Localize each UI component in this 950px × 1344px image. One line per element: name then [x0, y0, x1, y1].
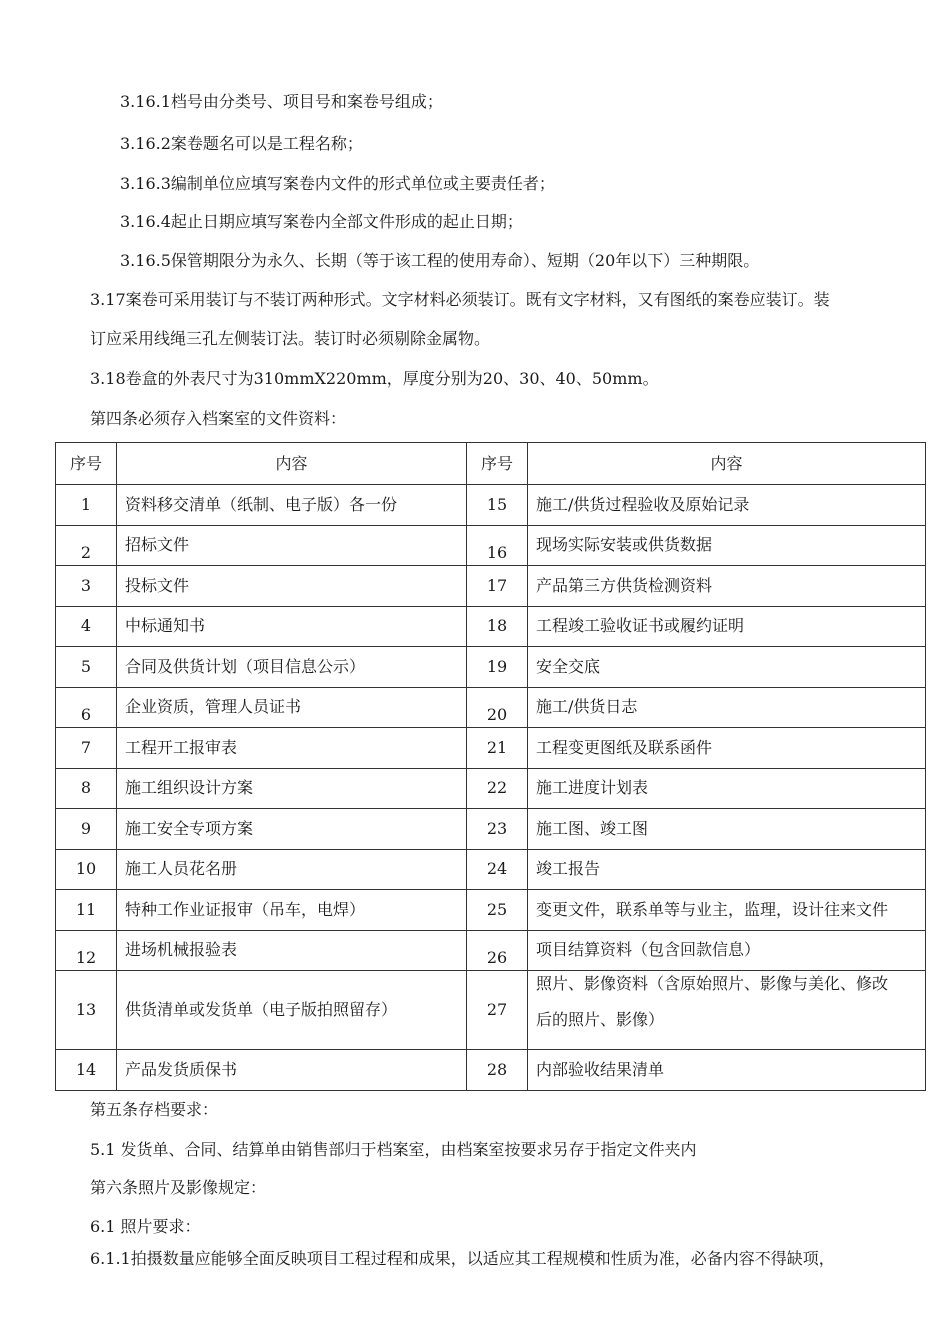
row-number: 3 [56, 566, 117, 607]
row-content-multiline [528, 971, 926, 1050]
row-content: 供货清单或发货单（电子版拍照留存） [117, 971, 467, 1050]
row-content: 施工安全专项方案 [117, 809, 467, 850]
row-number: 13 [56, 971, 117, 1050]
row-number: 15 [467, 485, 528, 526]
clause-3-18: 3.18卷盒的外表尺寸为310mmX220mm，厚度分别为20、30、40、50mm。 [90, 369, 659, 388]
row-number: 28 [467, 1050, 528, 1091]
row-number: 7 [56, 728, 117, 769]
row-content: 进场机械报验表 [117, 930, 467, 971]
table-row [56, 930, 926, 971]
row-content: 现场实际安装或供货数据 [528, 525, 926, 566]
row-number: 6 [56, 687, 117, 728]
row-number: 18 [467, 606, 528, 647]
header-content-right: 内容 [528, 443, 926, 485]
table-row [56, 485, 926, 526]
row-content: 工程竣工验收证书或履约证明 [528, 606, 926, 647]
row-content: 项目结算资料（包含回款信息） [528, 930, 926, 971]
header-seq-left: 序号 [56, 443, 117, 485]
table-row [56, 971, 926, 1050]
table-row [56, 525, 926, 566]
spacer [536, 993, 919, 1011]
row-number: 21 [467, 728, 528, 769]
row-content-part2: 后的照片、影像） [536, 1010, 665, 1029]
row-content: 工程开工报审表 [117, 728, 467, 769]
row-content: 特种工作业证报审（吊车，电焊） [117, 890, 467, 931]
row-content: 企业资质，管理人员证书 [117, 687, 467, 728]
clause-5-1: 5.1 发货单、合同、结算单由销售部归于档案室，由档案室按要求另存于指定文件夹内 [90, 1140, 697, 1159]
table-row [56, 687, 926, 728]
row-number: 19 [467, 647, 528, 688]
row-number: 1 [56, 485, 117, 526]
row-number: 22 [467, 768, 528, 809]
table-header-row [56, 443, 926, 485]
clause-6-1-1: 6.1.1拍摄数量应能够全面反映项目工程过程和成果，以适应其工程规模和性质为准，必备内容不得缺项， [90, 1249, 835, 1268]
clause-3-16-1: 3.16.1档号由分类号、项目号和案卷号组成； [120, 92, 443, 111]
row-content: 施工/供货过程验收及原始记录 [528, 485, 926, 526]
clause-3-16-2: 3.16.2案卷题名可以是工程名称； [120, 134, 363, 153]
row-content-part1: 照片、影像资料（含原始照片、影像与美化、修改 [536, 974, 889, 993]
row-number: 8 [56, 768, 117, 809]
clause-3-16-5: 3.16.5保管期限分为永久、长期（等于该工程的使用寿命）、短期（20年以下）三种期限。 [120, 251, 760, 270]
row-number: 14 [56, 1050, 117, 1091]
row-content: 施工图、竣工图 [528, 809, 926, 850]
row-number: 16 [467, 525, 528, 566]
row-content: 产品发货质保书 [117, 1050, 467, 1091]
row-number: 5 [56, 647, 117, 688]
row-content: 施工进度计划表 [528, 768, 926, 809]
row-number: 12 [56, 930, 117, 971]
row-number: 11 [56, 890, 117, 931]
row-content: 投标文件 [117, 566, 467, 607]
row-content: 施工人员花名册 [117, 849, 467, 890]
row-content: 工程变更图纸及联系函件 [528, 728, 926, 769]
row-content: 产品第三方供货检测资料 [528, 566, 926, 607]
header-content-left: 内容 [117, 443, 467, 485]
clause-3-16-4: 3.16.4起止日期应填写案卷内全部文件形成的起止日期； [120, 212, 523, 231]
row-content: 安全交底 [528, 647, 926, 688]
table-row [56, 890, 926, 931]
row-number: 20 [467, 687, 528, 728]
row-content: 资料移交清单（纸制、电子版）各一份 [117, 485, 467, 526]
article-6-heading: 第六条照片及影像规定： [90, 1178, 267, 1197]
clause-3-17-line2: 订应采用线绳三孔左侧装订法。装订时必须剔除金属物。 [90, 329, 491, 348]
row-number: 24 [467, 849, 528, 890]
row-number: 10 [56, 849, 117, 890]
clause-3-17-line1: 3.17案卷可采用装订与不装订两种形式。文字材料必须装订。既有文字材料，又有图纸的案卷应装订。装 [90, 290, 830, 309]
table-row [56, 849, 926, 890]
row-number: 17 [467, 566, 528, 607]
archive-documents-table [55, 442, 926, 1091]
row-number: 2 [56, 525, 117, 566]
row-content: 招标文件 [117, 525, 467, 566]
row-number: 23 [467, 809, 528, 850]
row-content: 竣工报告 [528, 849, 926, 890]
table-row [56, 768, 926, 809]
row-number: 9 [56, 809, 117, 850]
article-4-heading: 第四条必须存入档案室的文件资料： [90, 409, 347, 428]
table-row [56, 1050, 926, 1091]
row-content: 中标通知书 [117, 606, 467, 647]
table-row [56, 606, 926, 647]
article-5-heading: 第五条存档要求： [90, 1100, 219, 1119]
row-content: 内部验收结果清单 [528, 1050, 926, 1091]
clause-6-1: 6.1 照片要求： [90, 1217, 201, 1236]
row-content: 变更文件，联系单等与业主，监理，设计往来文件 [528, 890, 926, 931]
row-number: 4 [56, 606, 117, 647]
row-content: 合同及供货计划（项目信息公示） [117, 647, 467, 688]
table-row [56, 728, 926, 769]
row-number: 26 [467, 930, 528, 971]
table-row [56, 809, 926, 850]
row-number: 25 [467, 890, 528, 931]
table-row [56, 566, 926, 607]
table-row [56, 647, 926, 688]
row-content: 施工组织设计方案 [117, 768, 467, 809]
clause-3-16-3: 3.16.3编制单位应填写案卷内文件的形式单位或主要责任者； [120, 174, 555, 193]
header-seq-right: 序号 [467, 443, 528, 485]
row-number: 27 [467, 971, 528, 1050]
row-content: 施工/供货日志 [528, 687, 926, 728]
